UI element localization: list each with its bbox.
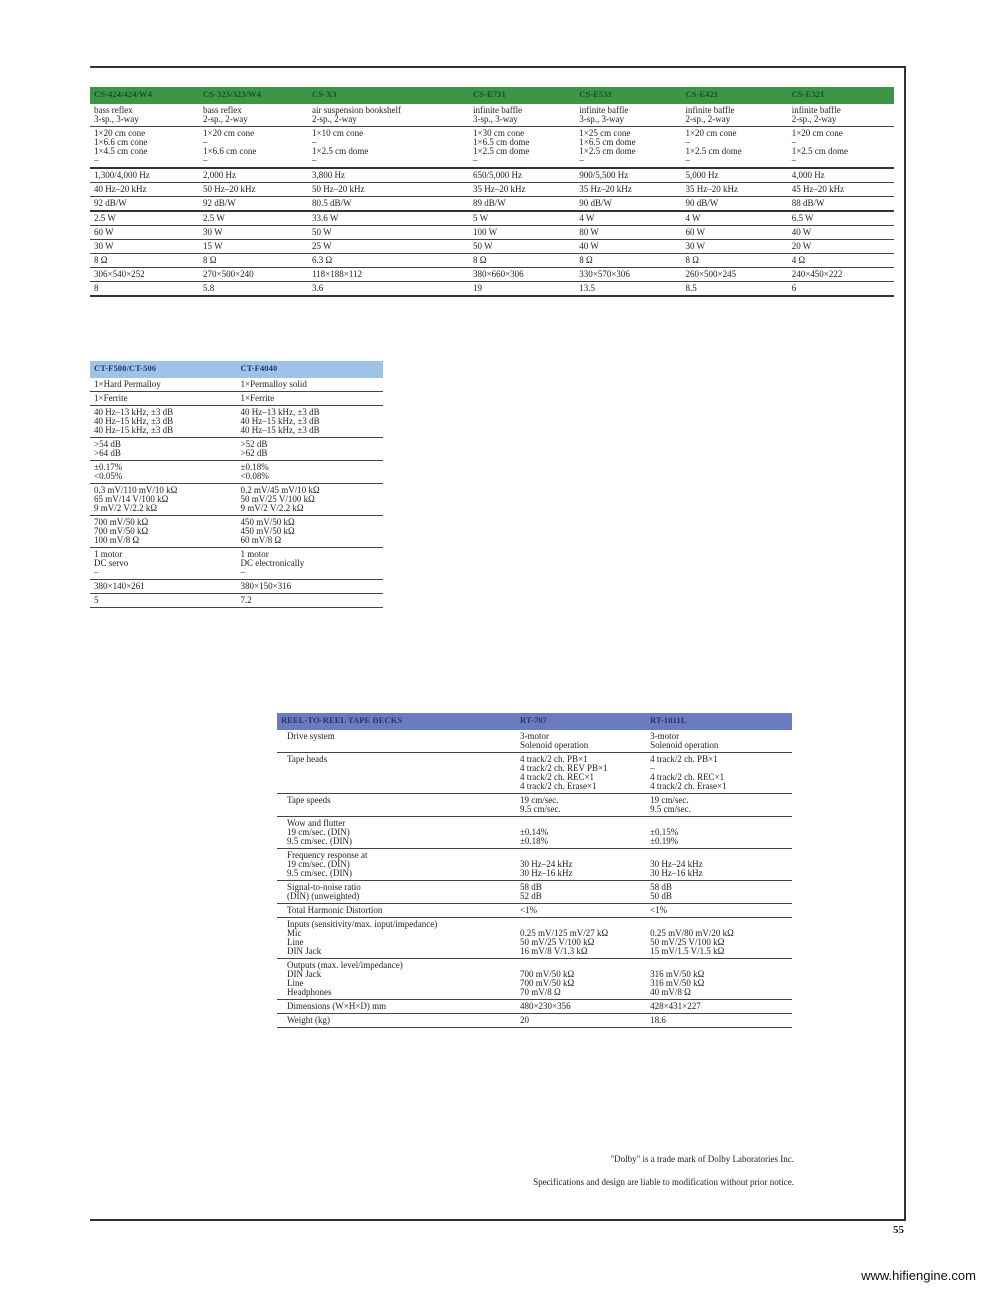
reel-cell: Frequency response at 19 cm/sec. (DIN) 9.5 cm/sec. (DIN) bbox=[277, 849, 516, 881]
speaker-spec-table bbox=[90, 87, 894, 297]
table-row bbox=[90, 254, 894, 268]
reel-cell: 316 mV/50 kΩ 316 mV/50 kΩ 40 mV/8 Ω bbox=[646, 959, 792, 1000]
reel-cell: 700 mV/50 kΩ 700 mV/50 kΩ 70 mV/8 Ω bbox=[516, 959, 646, 1000]
speaker-cell: 92 dB/W bbox=[199, 197, 308, 212]
speaker-cell: 80 W bbox=[575, 226, 681, 240]
speaker-cell: 1×30 cm cone 1×6.5 cm dome 1×2.5 cm dome – bbox=[469, 127, 575, 169]
cassette-cell: ±0.18% <0.08% bbox=[237, 461, 384, 484]
reel-cell: ±0.15% ±0.19% bbox=[646, 817, 792, 849]
speaker-cell: 240×450×222 bbox=[788, 268, 894, 282]
speaker-cell: 1×10 cm cone – 1×2.5 cm dome – bbox=[308, 127, 469, 169]
speaker-cell: 900/5,500 Hz bbox=[575, 168, 681, 183]
cassette-cell: 40 Hz–13 kHz, ±3 dB 40 Hz–15 kHz, ±3 dB 40 Hz–15 kHz, ±3 dB bbox=[237, 406, 384, 438]
speaker-cell: 270×500×240 bbox=[199, 268, 308, 282]
speaker-cell: 90 dB/W bbox=[681, 197, 787, 212]
speaker-cell: 8 Ω bbox=[199, 254, 308, 268]
speaker-cell: 1×20 cm cone – 1×2.5 cm dome – bbox=[681, 127, 787, 169]
reel-cell: Drive system bbox=[277, 730, 516, 753]
speaker-header-1: CS-323/323/W4 bbox=[203, 89, 261, 99]
right-rule bbox=[904, 66, 906, 1221]
cassette-cell: ±0.17% <0.05% bbox=[90, 461, 237, 484]
table-row bbox=[90, 240, 894, 254]
reel-cell: Weight (kg) bbox=[277, 1014, 516, 1028]
table-row bbox=[277, 881, 792, 904]
speaker-cell: 5.8 bbox=[199, 282, 308, 297]
speaker-cell: 2,000 Hz bbox=[199, 168, 308, 183]
reel-spec-table bbox=[277, 713, 792, 1028]
reel-table-body bbox=[277, 730, 792, 1028]
speaker-cell: 88 dB/W bbox=[788, 197, 894, 212]
cassette-cell: 450 mV/50 kΩ 450 mV/50 kΩ 60 mV/8 Ω bbox=[237, 516, 384, 548]
reel-cell: 20 bbox=[516, 1014, 646, 1028]
speaker-cell: 60 W bbox=[90, 226, 199, 240]
top-rule bbox=[90, 66, 906, 68]
cassette-cell: 5 bbox=[90, 594, 237, 608]
speaker-cell: 4 Ω bbox=[788, 254, 894, 268]
speaker-cell: bass reflex 3-sp., 3-way bbox=[90, 104, 199, 127]
speaker-cell: 35 Hz–20 kHz bbox=[681, 183, 787, 197]
cassette-cell: 1×Ferrite bbox=[237, 392, 384, 406]
speaker-cell: 45 Hz–20 kHz bbox=[788, 183, 894, 197]
table-row bbox=[90, 594, 383, 608]
speaker-cell: infinite baffle 2-sp., 2-way bbox=[681, 104, 787, 127]
table-row bbox=[90, 438, 383, 461]
reel-cell: 19 cm/sec. 9.5 cm/sec. bbox=[516, 794, 646, 817]
reel-cell: Dimensions (W×H×D) mm bbox=[277, 1000, 516, 1014]
speaker-header-0: CS-424/424/W4 bbox=[94, 89, 152, 99]
reel-cell: 58 dB 50 dB bbox=[646, 881, 792, 904]
speaker-cell: 40 W bbox=[575, 240, 681, 254]
speaker-cell: 3,800 Hz bbox=[308, 168, 469, 183]
page-number: 55 bbox=[893, 1224, 904, 1236]
speaker-cell: 4,000 Hz bbox=[788, 168, 894, 183]
speaker-cell: 50 Hz–20 kHz bbox=[199, 183, 308, 197]
reel-header-1: RT-707 bbox=[519, 715, 547, 725]
speaker-cell: 6.5 W bbox=[788, 211, 894, 226]
speaker-cell: 380×660×306 bbox=[469, 268, 575, 282]
speaker-cell: 1×20 cm cone – 1×6.6 cm cone – bbox=[199, 127, 308, 169]
reel-cell: 58 dB 52 dB bbox=[516, 881, 646, 904]
cassette-header-0: CT-F500/CT-506 bbox=[94, 363, 157, 373]
speaker-cell: 25 W bbox=[308, 240, 469, 254]
table-row bbox=[90, 127, 894, 169]
speaker-cell: 80.5 dB/W bbox=[308, 197, 469, 212]
table-row bbox=[277, 730, 792, 753]
table-row bbox=[90, 104, 894, 127]
reel-cell: 30 Hz–24 kHz 30 Hz–16 kHz bbox=[516, 849, 646, 881]
cassette-spec-table bbox=[90, 361, 383, 608]
table-row bbox=[90, 168, 894, 183]
reel-cell: <1% bbox=[646, 904, 792, 918]
cassette-cell: 380×140×261 bbox=[90, 580, 237, 594]
table-row bbox=[277, 959, 792, 1000]
speaker-cell: 30 W bbox=[199, 226, 308, 240]
reel-cell: 428×431×227 bbox=[646, 1000, 792, 1014]
table-row bbox=[90, 197, 894, 212]
table-row bbox=[277, 817, 792, 849]
reel-header-row bbox=[277, 713, 792, 730]
reel-cell: 4 track/2 ch. PB×1 4 track/2 ch. REV PB×1 4 track/2 ch. REC×1 4 track/2 ch. Erase×1 bbox=[516, 753, 646, 794]
reel-cell: Wow and flutter 19 cm/sec. (DIN) 9.5 cm/sec. (DIN) bbox=[277, 817, 516, 849]
speaker-cell: 40 Hz–20 kHz bbox=[90, 183, 199, 197]
table-row bbox=[90, 580, 383, 594]
speaker-cell: bass reflex 2-sp., 2-way bbox=[199, 104, 308, 127]
reel-cell: <1% bbox=[516, 904, 646, 918]
table-row bbox=[90, 484, 383, 516]
speaker-cell: 650/5,000 Hz bbox=[469, 168, 575, 183]
speaker-cell: 3.6 bbox=[308, 282, 469, 297]
speaker-cell: 6 bbox=[788, 282, 894, 297]
speaker-cell: 8.5 bbox=[681, 282, 787, 297]
speaker-cell: 50 W bbox=[469, 240, 575, 254]
speaker-cell: 50 W bbox=[308, 226, 469, 240]
speaker-cell: 50 Hz–20 kHz bbox=[308, 183, 469, 197]
speaker-cell: 60 W bbox=[681, 226, 787, 240]
table-row bbox=[90, 461, 383, 484]
cassette-cell: 1 motor DC servo – bbox=[90, 548, 237, 580]
speaker-cell: 20 W bbox=[788, 240, 894, 254]
speaker-cell: 8 Ω bbox=[469, 254, 575, 268]
speaker-cell: air suspension bookshelf 2-sp., 2-way bbox=[308, 104, 469, 127]
speaker-cell: infinite baffle 2-sp., 2-way bbox=[788, 104, 894, 127]
cassette-cell: 1×Hard Permalloy bbox=[90, 378, 237, 392]
speaker-cell: 1×20 cm cone 1×6.6 cm cone 1×4.5 cm cone – bbox=[90, 127, 199, 169]
speaker-cell: 5 W bbox=[469, 211, 575, 226]
speaker-cell: 1,300/4,000 Hz bbox=[90, 168, 199, 183]
cassette-cell: 700 mV/50 kΩ 700 mV/50 kΩ 100 mV/8 Ω bbox=[90, 516, 237, 548]
speaker-cell: 118×188×112 bbox=[308, 268, 469, 282]
table-row bbox=[90, 268, 894, 282]
cassette-cell: 40 Hz–13 kHz, ±3 dB 40 Hz–15 kHz, ±3 dB 40 Hz–15 kHz, ±3 dB bbox=[90, 406, 237, 438]
speaker-cell: 8 bbox=[90, 282, 199, 297]
table-row bbox=[90, 516, 383, 548]
reel-cell: 480×230×356 bbox=[516, 1000, 646, 1014]
reel-cell: 30 Hz–24 kHz 30 Hz–16 kHz bbox=[646, 849, 792, 881]
speaker-cell: 19 bbox=[469, 282, 575, 297]
speaker-cell: 2.5 W bbox=[90, 211, 199, 226]
speaker-cell: 30 W bbox=[681, 240, 787, 254]
speaker-cell: 15 W bbox=[199, 240, 308, 254]
speaker-header-5: CS-E421 bbox=[685, 89, 719, 99]
cassette-header-1: CT-F4040 bbox=[240, 363, 278, 373]
reel-cell: ±0.14% ±0.18% bbox=[516, 817, 646, 849]
speaker-cell: 4 W bbox=[575, 211, 681, 226]
reel-cell: 0.25 mV/80 mV/20 kΩ 50 mV/25 V/100 kΩ 15 mV/1.5 V/1.5 kΩ bbox=[646, 918, 792, 959]
speaker-cell: 2.5 W bbox=[199, 211, 308, 226]
speaker-cell: infinite baffle 3-sp., 3-way bbox=[469, 104, 575, 127]
speaker-cell: 5,000 Hz bbox=[681, 168, 787, 183]
reel-cell: 3-motor Solenoid operation bbox=[646, 730, 792, 753]
speaker-cell: 35 Hz–20 kHz bbox=[575, 183, 681, 197]
reel-cell: Tape speeds bbox=[277, 794, 516, 817]
cassette-cell: 1 motor DC electronically – bbox=[237, 548, 384, 580]
speaker-cell: 89 dB/W bbox=[469, 197, 575, 212]
speaker-cell: 4 W bbox=[681, 211, 787, 226]
speaker-cell: 90 dB/W bbox=[575, 197, 681, 212]
speaker-cell: 100 W bbox=[469, 226, 575, 240]
table-row bbox=[277, 904, 792, 918]
reel-cell: Total Harmonic Distortion bbox=[277, 904, 516, 918]
speaker-cell: 1×20 cm cone – 1×2.5 cm dome – bbox=[788, 127, 894, 169]
speaker-cell: 35 Hz–20 kHz bbox=[469, 183, 575, 197]
reel-cell: 4 track/2 ch. PB×1 – 4 track/2 ch. REC×1 4 track/2 ch. Erase×1 bbox=[646, 753, 792, 794]
dolby-trademark-note: "Dolby" is a trade mark of Dolby Laboratories Inc. bbox=[610, 1154, 794, 1164]
cassette-cell: 0.3 mV/110 mV/10 kΩ 65 mV/14 V/100 kΩ 9 mV/2 V/2.2 kΩ bbox=[90, 484, 237, 516]
speaker-cell: 1×25 cm cone 1×6.5 cm dome 1×2.5 cm dome – bbox=[575, 127, 681, 169]
speaker-header-4: CS-E531 bbox=[579, 89, 613, 99]
reel-cell: Signal-to-noise ratio (DIN) (unweighted) bbox=[277, 881, 516, 904]
table-row bbox=[90, 282, 894, 297]
speaker-cell: 30 W bbox=[90, 240, 199, 254]
reel-cell: 19 cm/sec. 9.5 cm/sec. bbox=[646, 794, 792, 817]
cassette-cell: >54 dB >64 dB bbox=[90, 438, 237, 461]
cassette-table-body bbox=[90, 378, 383, 608]
speaker-cell: 8 Ω bbox=[90, 254, 199, 268]
spec-change-note: Specifications and design are liable to modification without prior notice. bbox=[533, 1177, 794, 1187]
reel-cell: 3-motor Solenoid operation bbox=[516, 730, 646, 753]
table-row bbox=[90, 183, 894, 197]
speaker-header-2: CS-X3 bbox=[312, 89, 337, 99]
speaker-cell: 6.3 Ω bbox=[308, 254, 469, 268]
cassette-cell: 7.2 bbox=[237, 594, 384, 608]
table-row bbox=[277, 753, 792, 794]
reel-cell: Outputs (max. level/impedance) DIN Jack Line Headphones bbox=[277, 959, 516, 1000]
cassette-cell: 1×Permalloy solid bbox=[237, 378, 384, 392]
table-row bbox=[277, 1000, 792, 1014]
table-row bbox=[277, 1014, 792, 1028]
speaker-cell: 8 Ω bbox=[681, 254, 787, 268]
speaker-cell: 8 Ω bbox=[575, 254, 681, 268]
table-row bbox=[90, 406, 383, 438]
cassette-cell: 0.2 mV/45 mV/10 kΩ 50 mV/25 V/100 kΩ 9 mV/2 V/2.2 kΩ bbox=[237, 484, 384, 516]
table-row bbox=[90, 392, 383, 406]
table-row bbox=[277, 794, 792, 817]
speaker-cell: 92 dB/W bbox=[90, 197, 199, 212]
watermark: www.hifiengine.com bbox=[861, 1268, 976, 1283]
cassette-header-row bbox=[90, 361, 383, 378]
speaker-header-6: CS-E321 bbox=[791, 89, 825, 99]
speaker-cell: 306×540×252 bbox=[90, 268, 199, 282]
speaker-cell: 40 W bbox=[788, 226, 894, 240]
speaker-cell: 330×570×306 bbox=[575, 268, 681, 282]
reel-cell: Inputs (sensitivity/max. input/impedance) Mic Line DIN Jack bbox=[277, 918, 516, 959]
reel-header-0: REEL-TO-REEL TAPE DECKS bbox=[281, 715, 403, 725]
table-row bbox=[277, 849, 792, 881]
speaker-table-body bbox=[90, 104, 894, 296]
speaker-cell: infinite baffle 3-sp., 3-way bbox=[575, 104, 681, 127]
speaker-header-3: CS-E731 bbox=[473, 89, 506, 99]
table-row bbox=[90, 378, 383, 392]
table-row bbox=[90, 548, 383, 580]
table-row bbox=[90, 211, 894, 226]
cassette-cell: 380×150×316 bbox=[237, 580, 384, 594]
speaker-cell: 33.6 W bbox=[308, 211, 469, 226]
reel-cell: 0.25 mV/125 mV/27 kΩ 50 mV/25 V/100 kΩ 16 mV/8 V/1.3 kΩ bbox=[516, 918, 646, 959]
speaker-header-row bbox=[90, 87, 894, 104]
cassette-cell: >52 dB >62 dB bbox=[237, 438, 384, 461]
reel-header-2: RT-1011L bbox=[650, 715, 687, 725]
reel-cell: Tape heads bbox=[277, 753, 516, 794]
table-row bbox=[90, 226, 894, 240]
table-row bbox=[277, 918, 792, 959]
reel-cell: 18.6 bbox=[646, 1014, 792, 1028]
bottom-rule bbox=[90, 1219, 906, 1221]
speaker-cell: 13.5 bbox=[575, 282, 681, 297]
cassette-cell: 1×Ferrite bbox=[90, 392, 237, 406]
speaker-cell: 260×500×245 bbox=[681, 268, 787, 282]
